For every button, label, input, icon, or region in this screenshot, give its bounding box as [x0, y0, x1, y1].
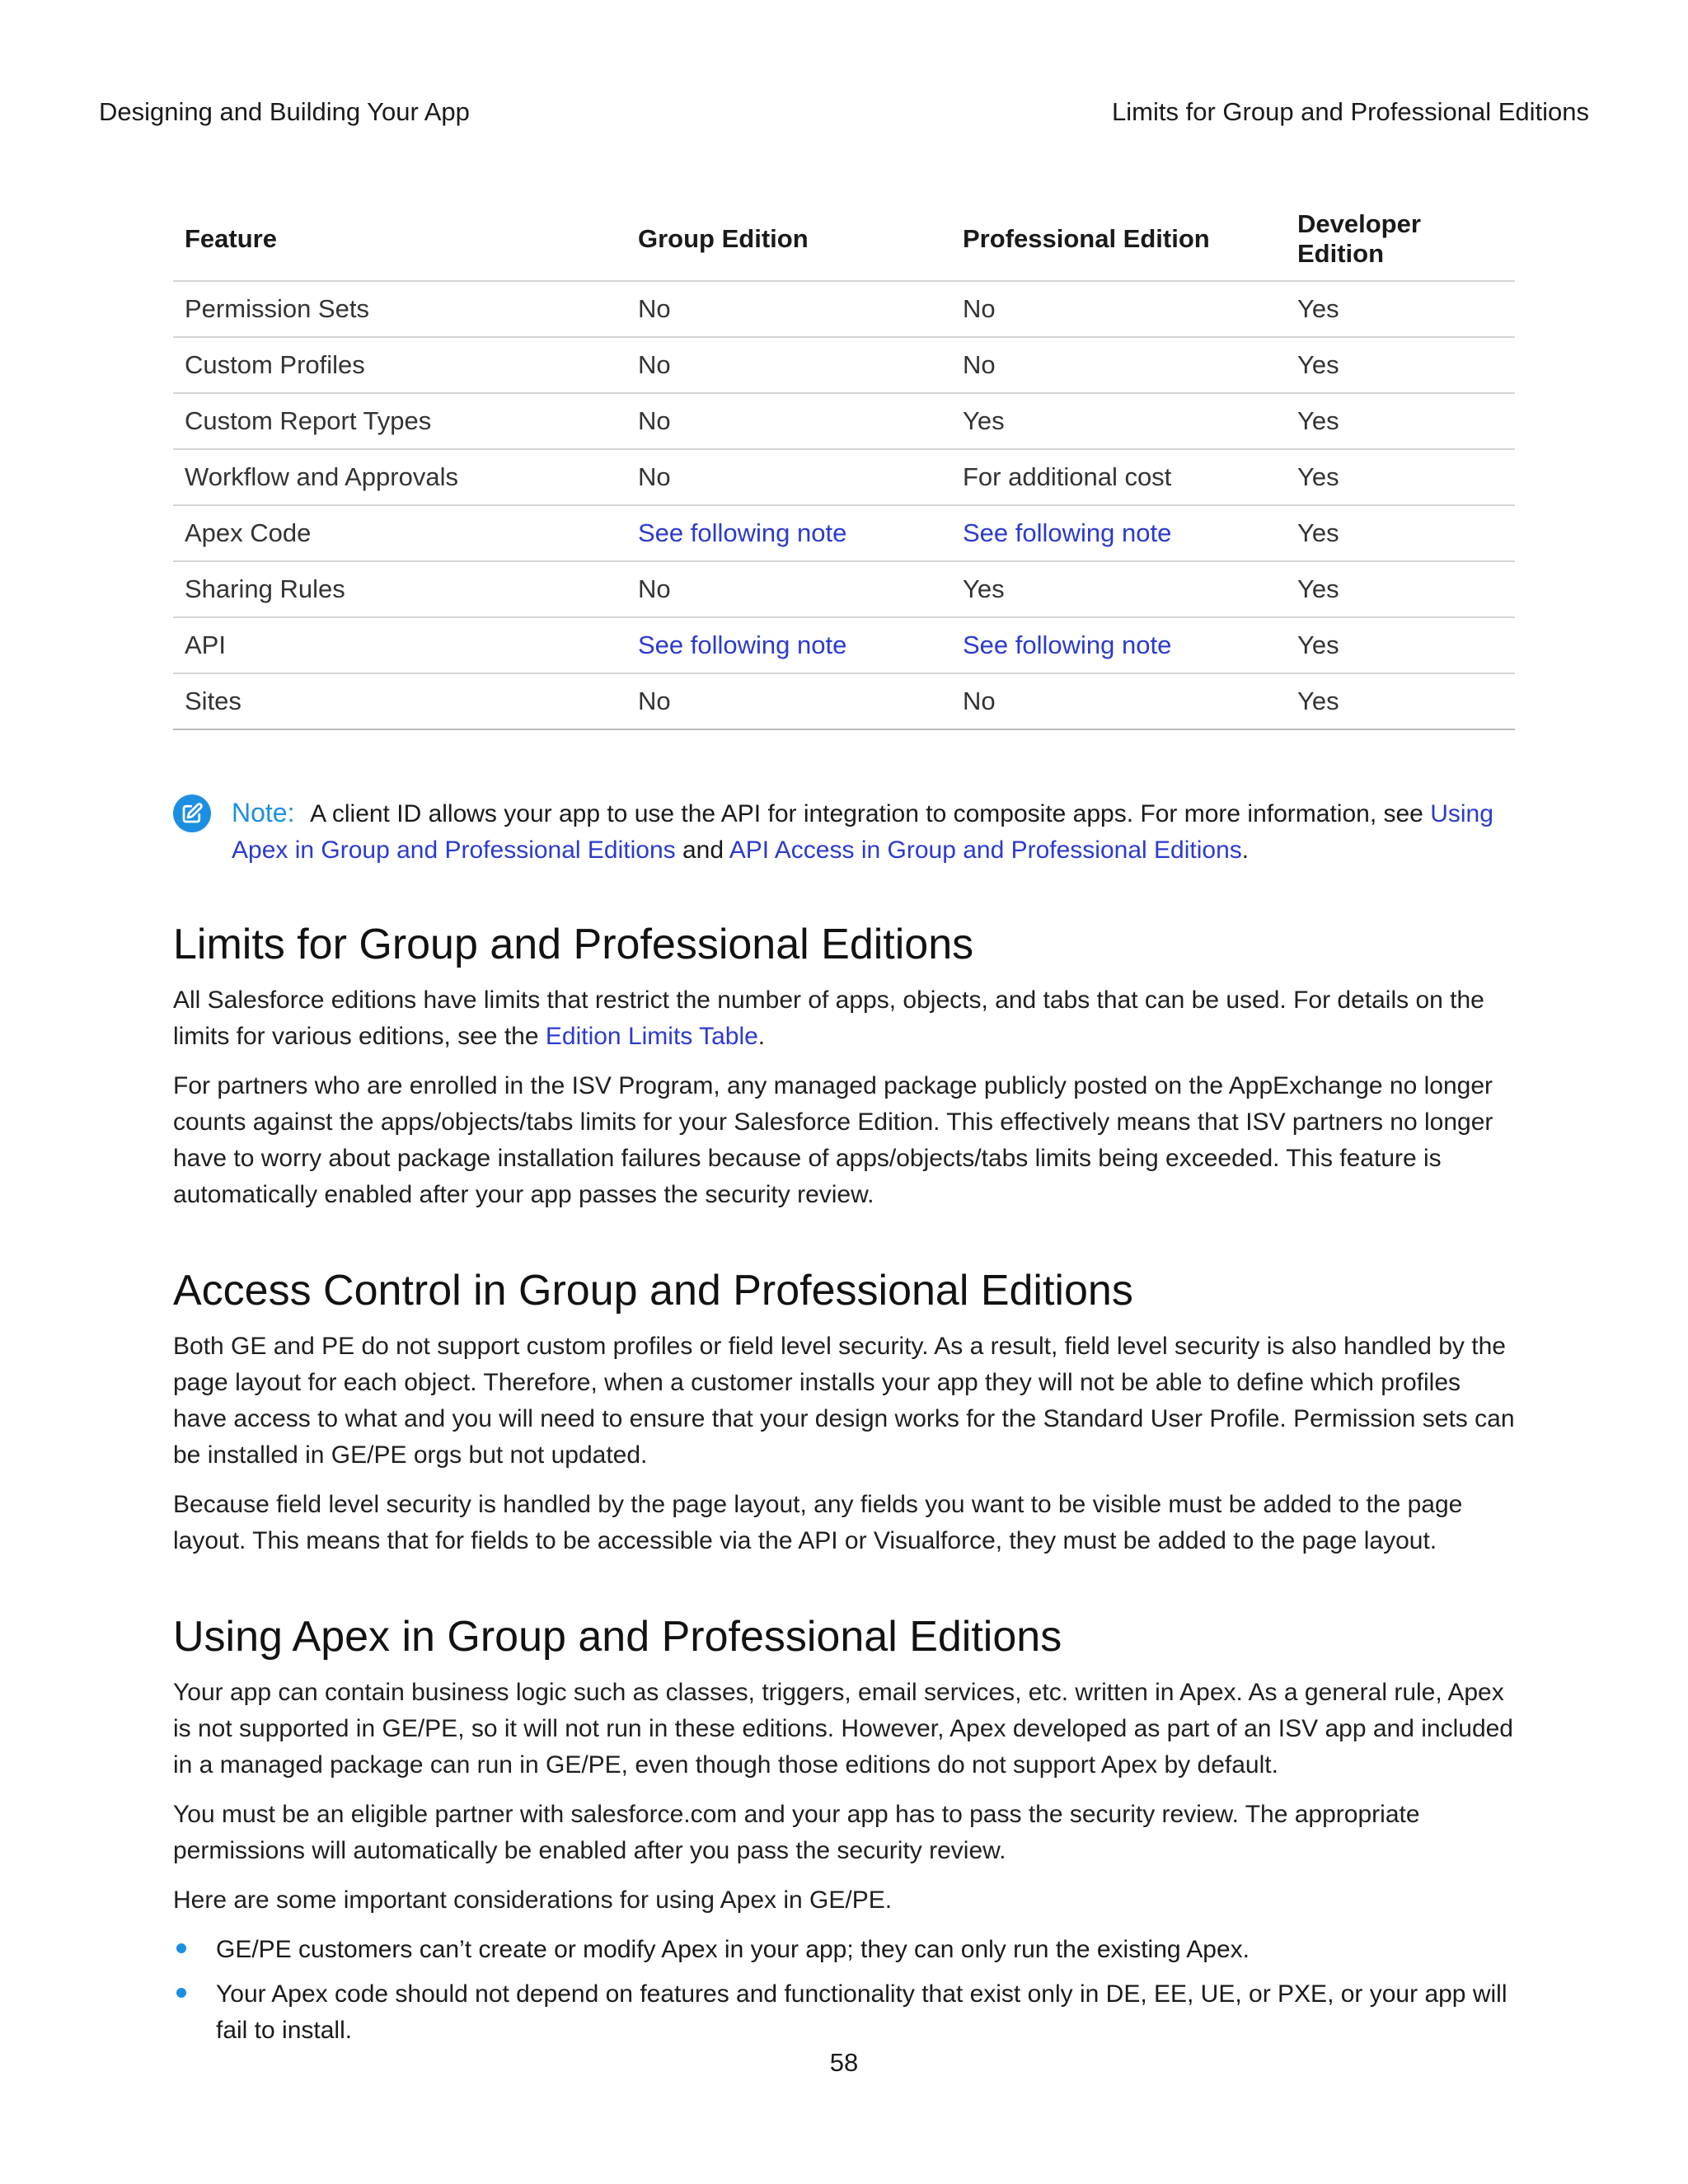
- cell-feature: Workflow and Approvals: [173, 449, 626, 505]
- list-item: [173, 1932, 1515, 1968]
- cell-feature: Permission Sets: [173, 281, 626, 337]
- section-access-control: [173, 1264, 1515, 1559]
- cell-group: No: [626, 449, 951, 505]
- paragraph: Your app can contain business logic such as classes, triggers, email services, etc. written in Apex. As a general rule, Apex is not supported in GE/PE, so it will not run in these editions. However, Apex developed as part of an ISV app and included in a managed package can run in GE/PE, even though those editions do not support Apex by default.: [173, 1679, 1513, 1779]
- cell-group: No: [626, 281, 951, 337]
- cell-group: No: [626, 393, 951, 449]
- cell-professional: Yes: [951, 393, 1286, 449]
- cell-developer: Yes: [1286, 281, 1515, 337]
- pencil-edit-icon: [173, 794, 211, 832]
- list-item-text: GE/PE customers can’t create or modify Apex in your app; they can only run the existing Apex.: [216, 1936, 1250, 1963]
- column-header-group-edition: Group Edition: [626, 198, 951, 281]
- table-row: [173, 561, 1515, 617]
- section-limits: [173, 918, 1515, 1213]
- see-following-note-link[interactable]: See following note: [963, 518, 1172, 547]
- cell-professional: No: [951, 673, 1286, 729]
- see-following-note-link[interactable]: See following note: [963, 630, 1172, 659]
- paragraph: Here are some important considerations for using Apex in GE/PE.: [173, 1886, 893, 1914]
- running-header: [99, 97, 1589, 127]
- table-row: [173, 337, 1515, 393]
- section-title-using-apex: Using Apex in Group and Professional Editions: [173, 1613, 1062, 1661]
- page-content: [173, 198, 1515, 2057]
- paragraph: Because field level security is handled by the page layout, any fields you want to be visible must be added to the page layout. This means that for fields to be accessible via the API or Visualforce, they must be added to the page layout.: [173, 1491, 1463, 1554]
- section-title-access-control: Access Control in Group and Professional Editions: [173, 1267, 1133, 1315]
- cell-group: No: [626, 673, 951, 729]
- note-label: Note:: [232, 798, 295, 827]
- cell-professional: Yes: [951, 561, 1286, 617]
- considerations-list: [173, 1932, 1515, 2049]
- note-body: A client ID allows your app to use the API for integration to composite apps. For more information, see: [310, 800, 1423, 827]
- cell-feature: Custom Profiles: [173, 337, 626, 393]
- note-callout: [173, 794, 1515, 869]
- edition-limits-table-link[interactable]: Edition Limits Table: [545, 1023, 758, 1050]
- using-apex-link[interactable]: Using Apex in Group and Professional Editions: [232, 800, 1493, 864]
- table-row: [173, 449, 1515, 505]
- feature-comparison-table: [173, 198, 1515, 730]
- paragraph: For partners who are enrolled in the ISV Program, any managed package publicly posted on the AppExchange no longer counts against the apps/objects/tabs limits for your Salesforce Edition. This effectively means that ISV partners no longer have to worry about package installation failures because of apps/objects/tabs limits being exceeded. This feature is automatically enabled after your app passes the security review.: [173, 1072, 1493, 1208]
- paragraph: You must be an eligible partner with salesforce.com and your app has to pass the security review. The appropriate permissions will automatically be enabled after you pass the security review.: [173, 1801, 1420, 1864]
- cell-group: No: [626, 561, 951, 617]
- cell-group: [626, 505, 951, 561]
- page-number: 58: [829, 2048, 859, 2077]
- api-access-link[interactable]: API Access in Group and Professional Editions: [729, 837, 1242, 864]
- cell-group: No: [626, 337, 951, 393]
- see-following-note-link[interactable]: See following note: [638, 630, 847, 659]
- header-chapter-title: Designing and Building Your App: [99, 97, 470, 126]
- list-item-text: Your Apex code should not depend on features and functionality that exist only in DE, EE, UE, or PXE, or your app will fail to install.: [216, 1980, 1507, 2044]
- cell-feature: API: [173, 617, 626, 673]
- table-row: [173, 393, 1515, 449]
- cell-professional: [951, 617, 1286, 673]
- paragraph: [173, 982, 1515, 1055]
- cell-developer: Yes: [1286, 505, 1515, 561]
- cell-developer: Yes: [1286, 617, 1515, 673]
- table-row: [173, 673, 1515, 729]
- note-period: .: [1241, 837, 1250, 864]
- column-header-professional-edition: Professional Edition: [951, 198, 1286, 281]
- cell-professional: For additional cost: [951, 449, 1286, 505]
- paragraph-period: .: [757, 1023, 766, 1050]
- cell-professional: No: [951, 281, 1286, 337]
- table-row: [173, 281, 1515, 337]
- cell-feature: Sharing Rules: [173, 561, 626, 617]
- see-following-note-link[interactable]: See following note: [638, 518, 847, 547]
- cell-developer: Yes: [1286, 337, 1515, 393]
- bullet-dot-icon: [176, 1943, 186, 1953]
- cell-developer: Yes: [1286, 449, 1515, 505]
- section-using-apex: [173, 1610, 1515, 2049]
- column-header-developer-edition: Developer Edition: [1286, 198, 1515, 281]
- column-header-feature: Feature: [173, 198, 626, 281]
- table-row: [173, 617, 1515, 673]
- note-text: [232, 794, 1515, 869]
- cell-group: [626, 617, 951, 673]
- cell-feature: Custom Report Types: [173, 393, 626, 449]
- note-conjunction: and: [682, 837, 724, 864]
- list-item: [173, 1976, 1515, 2049]
- cell-professional: No: [951, 337, 1286, 393]
- cell-feature: Apex Code: [173, 505, 626, 561]
- bullet-dot-icon: [176, 1988, 186, 1998]
- cell-developer: Yes: [1286, 561, 1515, 617]
- paragraph-text: All Salesforce editions have limits that restrict the number of apps, objects, and tabs that can be used. For details on the limits for various editions, see the: [173, 987, 1484, 1050]
- cell-developer: Yes: [1286, 673, 1515, 729]
- cell-professional: [951, 505, 1286, 561]
- header-section-title: Limits for Group and Professional Editions: [1112, 97, 1589, 126]
- paragraph: Both GE and PE do not support custom profiles or field level security. As a result, field level security is also handled by the page layout for each object. Therefore, when a customer installs your app they will not be able to define which profiles have access to what and you will need to ensure that your design works for the Standard User Profile. Permission sets can be installed in GE/PE orgs but not updated.: [173, 1333, 1515, 1469]
- table-header-row: [173, 198, 1515, 281]
- table-row: [173, 505, 1515, 561]
- section-title-limits: Limits for Group and Professional Editions: [173, 921, 974, 968]
- cell-developer: Yes: [1286, 393, 1515, 449]
- cell-feature: Sites: [173, 673, 626, 729]
